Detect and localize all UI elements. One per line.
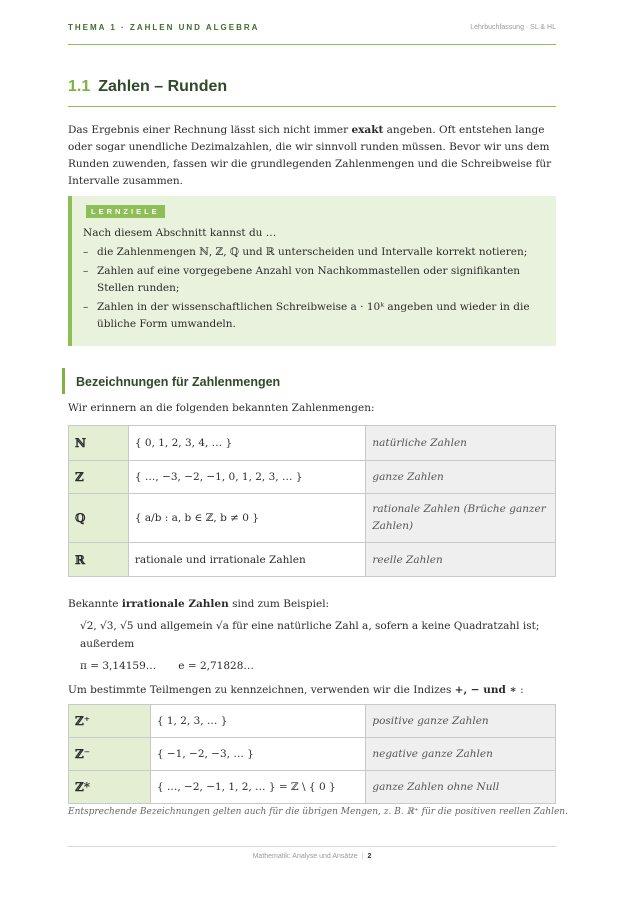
learning-goals-list <box>83 244 545 335</box>
learning-goals-intro: Nach diesem Abschnitt kannst du … <box>83 227 277 239</box>
table-row <box>69 461 556 494</box>
set-symbol: ℝ <box>69 543 129 577</box>
subsets-table <box>68 704 556 804</box>
set-symbol: ℤ <box>69 461 129 494</box>
remind-paragraph: Wir erinnern an die folgenden bekannten Zahlenmengen: <box>68 402 375 414</box>
page-number: 2 <box>367 853 372 860</box>
learning-goal-item: – Zahlen auf eine vorgegebene Anzahl von Nachkommastellen oder signifikanten Stellen runden; <box>83 265 521 294</box>
set-definition: rationale und irrationale Zahlen <box>128 543 365 577</box>
section-number: 1.1 <box>68 78 91 95</box>
roots-paragraph: √2, √3, √5 und allgemein √a für eine natürliche Zahl a, sofern a keine Quadratzahl ist; außerdem <box>80 620 540 650</box>
table-row <box>69 543 556 577</box>
e-value: e = 2,71828… <box>178 660 254 672</box>
table-row <box>69 771 556 804</box>
irrational-paragraph <box>68 596 329 613</box>
learning-goal-item: – Zahlen in der wissenschaftlichen Schreibweise a · 10ᵏ angeben und wieder in die übliche Form umwandeln. <box>83 301 530 330</box>
subset-name: negative ganze Zahlen <box>366 738 556 771</box>
indices-text: Um bestimmte Teilmengen zu kennzeichnen, verwenden wir die Indizes <box>68 684 455 696</box>
set-name: reelle Zahlen <box>366 543 556 577</box>
table-row <box>69 494 556 543</box>
subset-definition: { 1, 2, 3, … } <box>150 705 366 738</box>
section-title-text: Zahlen – Runden <box>98 78 228 95</box>
subset-definition: { …, −2, −1, 1, 2, … } = ℤ \ { 0 } <box>150 771 366 804</box>
subset-symbol: ℤ* <box>69 771 151 804</box>
page-header <box>68 22 556 45</box>
indices-symbols: +, − und ∗ <box>454 684 517 696</box>
learning-goal-text: Zahlen in der wissenschaftlichen Schreibweise a · 10ᵏ angeben und wieder in die übliche Form umwandeln. <box>97 301 530 330</box>
set-name: ganze Zahlen <box>366 461 556 494</box>
learning-goals-box <box>68 196 556 346</box>
irrational-bold: irrationale Zahlen <box>121 598 229 610</box>
set-definition: { 0, 1, 2, 3, 4, … } <box>128 426 365 461</box>
subset-symbol: ℤ⁻ <box>69 738 151 771</box>
set-name: natürliche Zahlen <box>366 426 556 461</box>
irrational-text-2: sind zum Beispiel: <box>228 598 330 610</box>
learning-goal-text: Zahlen auf eine vorgegebene Anzahl von Nachkommastellen oder signifikanten Stellen runden; <box>97 265 521 294</box>
learning-goal-item: – die Zahlenmengen ℕ, ℤ, ℚ und ℝ unterscheiden und Intervalle korrekt notieren; <box>83 246 528 258</box>
set-name: rationale Zahlen (Brüche ganzer Zahlen) <box>366 494 556 543</box>
intro-text-2: angeben. Oft entstehen lange oder sogar unendliche Dezimalzahlen, die wir sinnvoll runden müssen. Bevor wir uns dem Runden zuwenden, fassen wir die grundlegenden Zahlenmengen und die Schreibweise für Intervalle zusammen. <box>68 124 552 187</box>
intro-paragraph <box>68 122 556 190</box>
set-definition: { a/b : a, b ∈ ℤ, b ≠ 0 } <box>128 494 365 543</box>
learning-goals-badge: LERNZIELE <box>86 205 165 218</box>
footnote: Entsprechende Bezeichnungen gelten auch für die übrigen Mengen, z. B. ℝ⁺ für die positiven reellen Zahlen. <box>68 807 568 817</box>
section-title <box>68 78 556 107</box>
subset-name: ganze Zahlen ohne Null <box>366 771 556 804</box>
page-footer <box>68 846 556 860</box>
constants-line <box>80 657 276 675</box>
irrational-text-1: Bekannte <box>68 598 122 610</box>
header-edition: Lehrbuchfassung · SL & HL <box>470 24 556 31</box>
indices-end: : <box>516 684 524 696</box>
intro-text-1: Das Ergebnis einer Rechnung lässt sich nicht immer <box>68 124 352 136</box>
table-row <box>69 738 556 771</box>
subset-name: positive ganze Zahlen <box>366 705 556 738</box>
subset-definition: { −1, −2, −3, … } <box>150 738 366 771</box>
set-symbol: ℚ <box>69 494 129 543</box>
indices-paragraph <box>68 682 524 699</box>
footer-title: Mathematik: Analyse und Ansätze <box>252 853 358 860</box>
table-row <box>69 705 556 738</box>
set-definition: { …, −3, −2, −1, 0, 1, 2, 3, … } <box>128 461 365 494</box>
set-symbol: ℕ <box>69 426 129 461</box>
learning-goal-text: die Zahlenmengen ℕ, ℤ, ℚ und ℝ unterscheiden und Intervalle korrekt notieren; <box>97 246 528 258</box>
subset-symbol: ℤ⁺ <box>69 705 151 738</box>
number-sets-table <box>68 425 556 577</box>
intro-bold: exakt <box>351 124 384 136</box>
table-row <box>69 426 556 461</box>
footer-separator: | <box>361 853 364 860</box>
pi-value: π = 3,14159… <box>80 660 157 672</box>
subsection-title: Bezeichnungen für Zahlenmengen <box>62 368 280 394</box>
header-topic: THEMA 1 · ZAHLEN UND ALGEBRA <box>68 23 260 32</box>
